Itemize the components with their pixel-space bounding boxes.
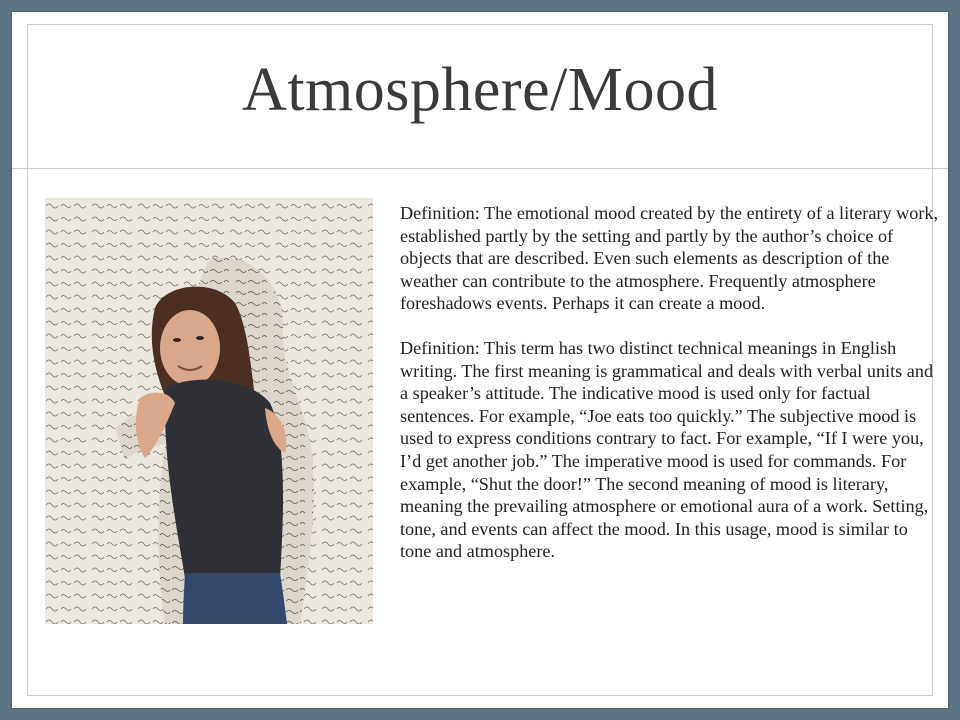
slide-title: Atmosphere/Mood [242, 56, 718, 124]
illustration-woman-hugging-text-figure [45, 198, 373, 624]
definition-mood: Definition: This term has two distinct technical meanings in English writing. The first meaning is grammatical and deals with verbal units and a speaker’s attitude. The indicative mood is used only for factual sentences. For example, “Joe eats too quickly.” The subjective mood is used to express conditions contrary to fact. For example, “If I were you, I’d get another job.” The imperative mood is used for commands. For example, “Shut the door!” The second meaning of mood is literary, meaning the prevailing atmosphere or emotional aura of a work. Setting, tone, and events can affect the mood. In this usage, mood is similar to tone and atmosphere. [400, 337, 934, 562]
title-divider [12, 168, 948, 169]
slide [12, 12, 948, 708]
definition-atmosphere: Definition: The emotional mood created by the entirety of a literary work, established partly by the setting and partly by the author’s choice of objects that are described. Even such elements as description of the weather can contribute to the atmosphere. Frequently atmosphere foreshadows events. Perhaps it can create a mood. [400, 203, 939, 314]
title-area [12, 12, 948, 167]
body-text [400, 202, 940, 585]
